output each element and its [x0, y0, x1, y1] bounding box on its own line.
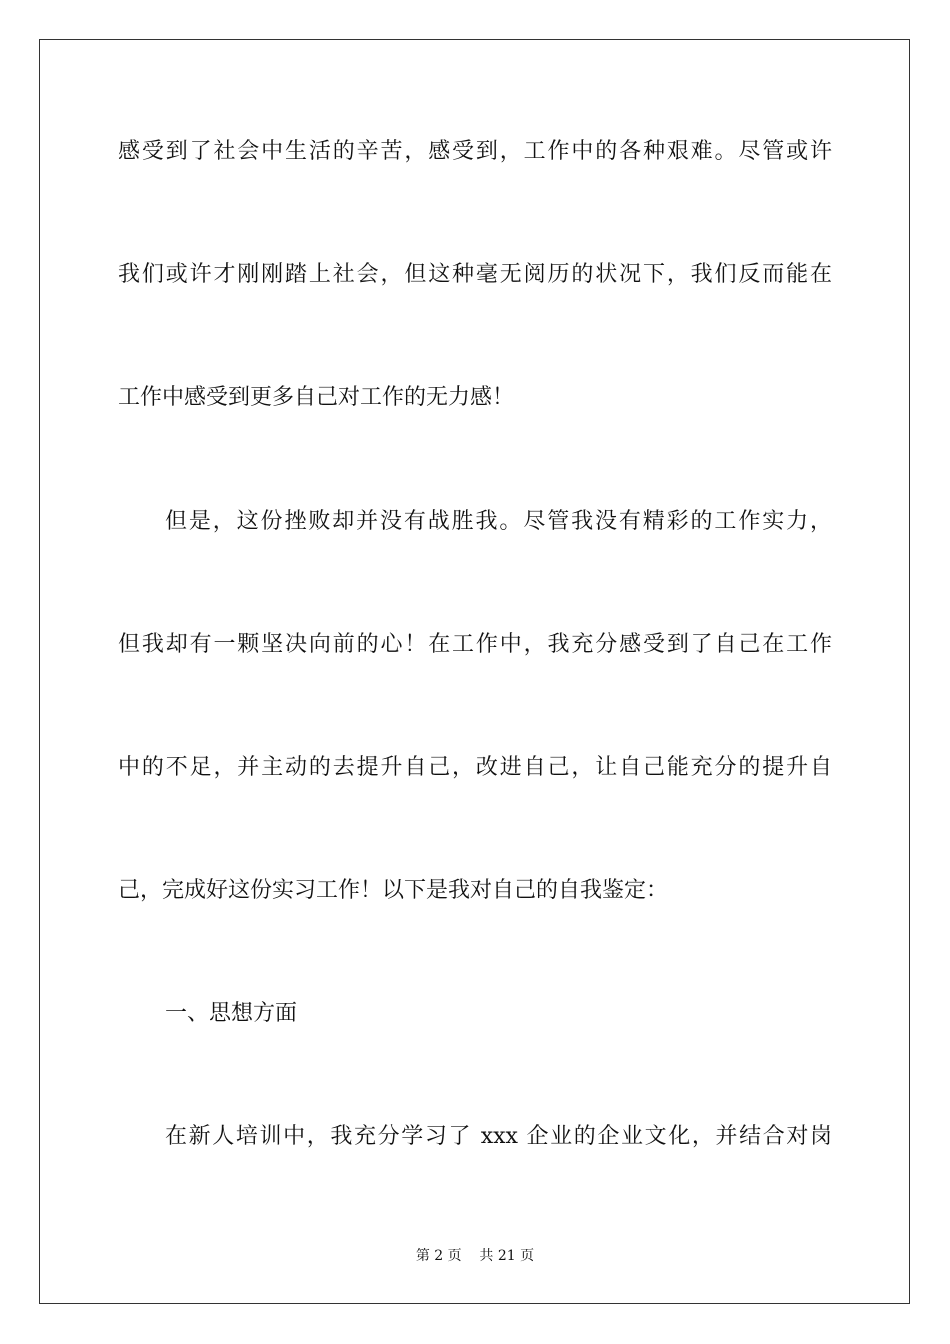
body-text-line-3: 工作中感受到更多自己对工作的无力感！ [118, 385, 515, 410]
body-text-line-2: 我们或许才刚刚踏上社会，但这种毫无阅历的状况下，我们反而能在 [118, 262, 832, 287]
body-text-line-9: 在新人培训中，我充分学习了 xxx 企业的企业文化，并结合对岗 [165, 1124, 832, 1149]
page-border [39, 39, 910, 1304]
body-text-line-7: 己，完成好这份实习工作！以下是我对自己的自我鉴定： [118, 878, 669, 903]
body-text-line-1: 感受到了社会中生活的辛苦，感受到，工作中的各种艰难。尽管或许 [118, 139, 832, 164]
page-number-footer: 第 2 页 共 21 页 [415, 1248, 535, 1264]
body-text-line-4: 但是，这份挫败却并没有战胜我。尽管我没有精彩的工作实力， [165, 509, 832, 534]
body-text-line-6: 中的不足，并主动的去提升自己，改进自己，让自己能充分的提升自 [118, 755, 832, 780]
section-heading: 一、思想方面 [165, 1001, 298, 1026]
body-text-line-5: 但我却有一颗坚决向前的心！在工作中，我充分感受到了自己在工作 [118, 632, 832, 657]
